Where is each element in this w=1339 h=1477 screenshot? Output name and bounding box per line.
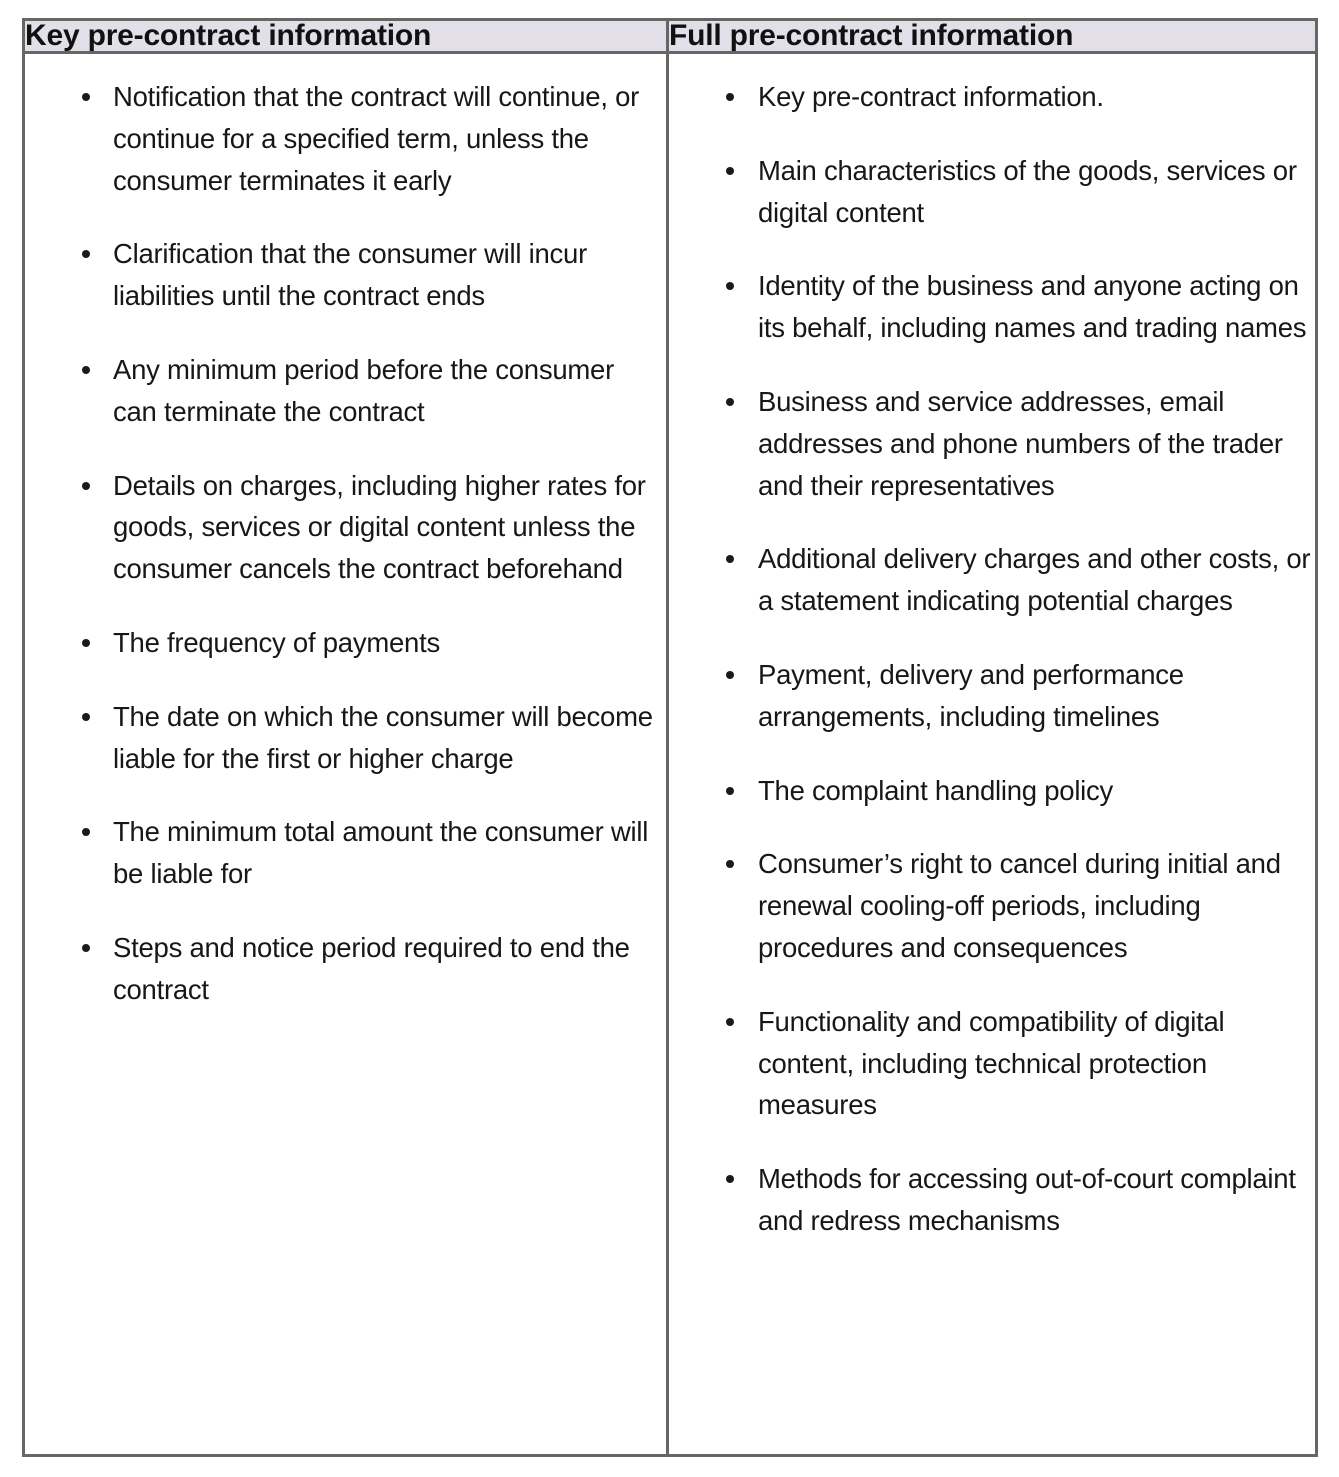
list-item-label: The frequency of payments (113, 626, 440, 658)
list-item-label: The minimum total amount the consumer will be liable for (113, 816, 649, 890)
bullet-icon (726, 860, 734, 868)
bullet-icon (82, 944, 90, 952)
bullet-icon (726, 787, 734, 795)
list-item-label: Any minimum period before the consumer can terminate the contract (113, 353, 615, 427)
cell-full-pre-contract-information (668, 53, 1317, 1456)
list-item-label: Methods for accessing out-of-court complaint and redress mechanisms (758, 1163, 1296, 1236)
list-item (25, 927, 662, 1011)
bullet-icon (726, 282, 734, 290)
table-row (24, 53, 1317, 1456)
bullet-icon (726, 671, 734, 679)
bullet-icon (82, 639, 90, 647)
bullet-icon (82, 366, 90, 374)
list-item-label: Functionality and compatibility of digital content, including technical protection measures (758, 1005, 1225, 1121)
list-item (669, 1158, 1311, 1242)
list-item-label: Additional delivery charges and other costs, or a statement indicating potential charges (758, 543, 1311, 617)
bullet-icon (726, 93, 734, 101)
list-item-label: Steps and notice period required to end the contract (113, 931, 630, 1005)
list-item (25, 465, 662, 590)
list-item-label: The complaint handling policy (758, 774, 1114, 806)
list-item (669, 76, 1311, 118)
list-item-label: Main characteristics of the goods, services or digital content (758, 154, 1297, 228)
list-item-label: The date on which the consumer will become liable for the first or higher charge (113, 700, 653, 774)
list-item (669, 150, 1311, 234)
bullet-icon (82, 250, 90, 258)
bullet-icon (82, 828, 90, 836)
bullet-icon (82, 482, 90, 490)
pre-contract-information-table (22, 18, 1318, 1457)
list-item (669, 770, 1311, 812)
list-item (669, 381, 1311, 506)
list-item-label: Identity of the business and anyone acting on its behalf, including names and trading names (758, 270, 1307, 344)
key-pre-contract-information-list (25, 54, 666, 1041)
list-item (25, 696, 662, 780)
list-item (669, 1001, 1311, 1126)
bullet-icon (726, 167, 734, 175)
list-item (25, 349, 662, 433)
list-item (25, 76, 662, 201)
table-header-row (24, 20, 1317, 53)
full-pre-contract-information-list (669, 54, 1315, 1272)
list-item-label: Consumer’s right to cancel during initial and renewal cooling-off periods, including procedures and consequences (758, 848, 1281, 963)
list-item (669, 265, 1311, 349)
bullet-icon (726, 555, 734, 563)
list-item-label: Notification that the contract will continue, or continue for a specified term, unless the consumer terminates it early (113, 81, 640, 196)
column-header-key-pre-contract-information: Key pre-contract information (24, 20, 668, 53)
bullet-icon (82, 713, 90, 721)
list-item (25, 622, 662, 664)
table-body (24, 53, 1317, 1456)
bullet-icon (726, 398, 734, 406)
list-item-label: Business and service addresses, email addresses and phone numbers of the trader and their representatives (758, 385, 1283, 501)
bullet-icon (82, 93, 90, 101)
list-item-label: Clarification that the consumer will incur liabilities until the contract ends (113, 238, 587, 312)
list-item (25, 233, 662, 317)
list-item (669, 654, 1311, 738)
table-header (24, 20, 1317, 53)
bullet-icon (726, 1018, 734, 1026)
list-item (669, 538, 1311, 622)
bullet-icon (726, 1175, 734, 1183)
cell-key-pre-contract-information (24, 53, 668, 1456)
list-item-label: Key pre-contract information. (758, 81, 1104, 112)
list-item (25, 811, 662, 895)
list-item-label: Payment, delivery and performance arrangements, including timelines (758, 658, 1184, 732)
list-item-label: Details on charges, including higher rates for goods, services or digital content unless the consumer cancels the contract beforehand (113, 469, 646, 585)
column-header-full-pre-contract-information: Full pre-contract information (668, 20, 1317, 53)
list-item (669, 843, 1311, 968)
